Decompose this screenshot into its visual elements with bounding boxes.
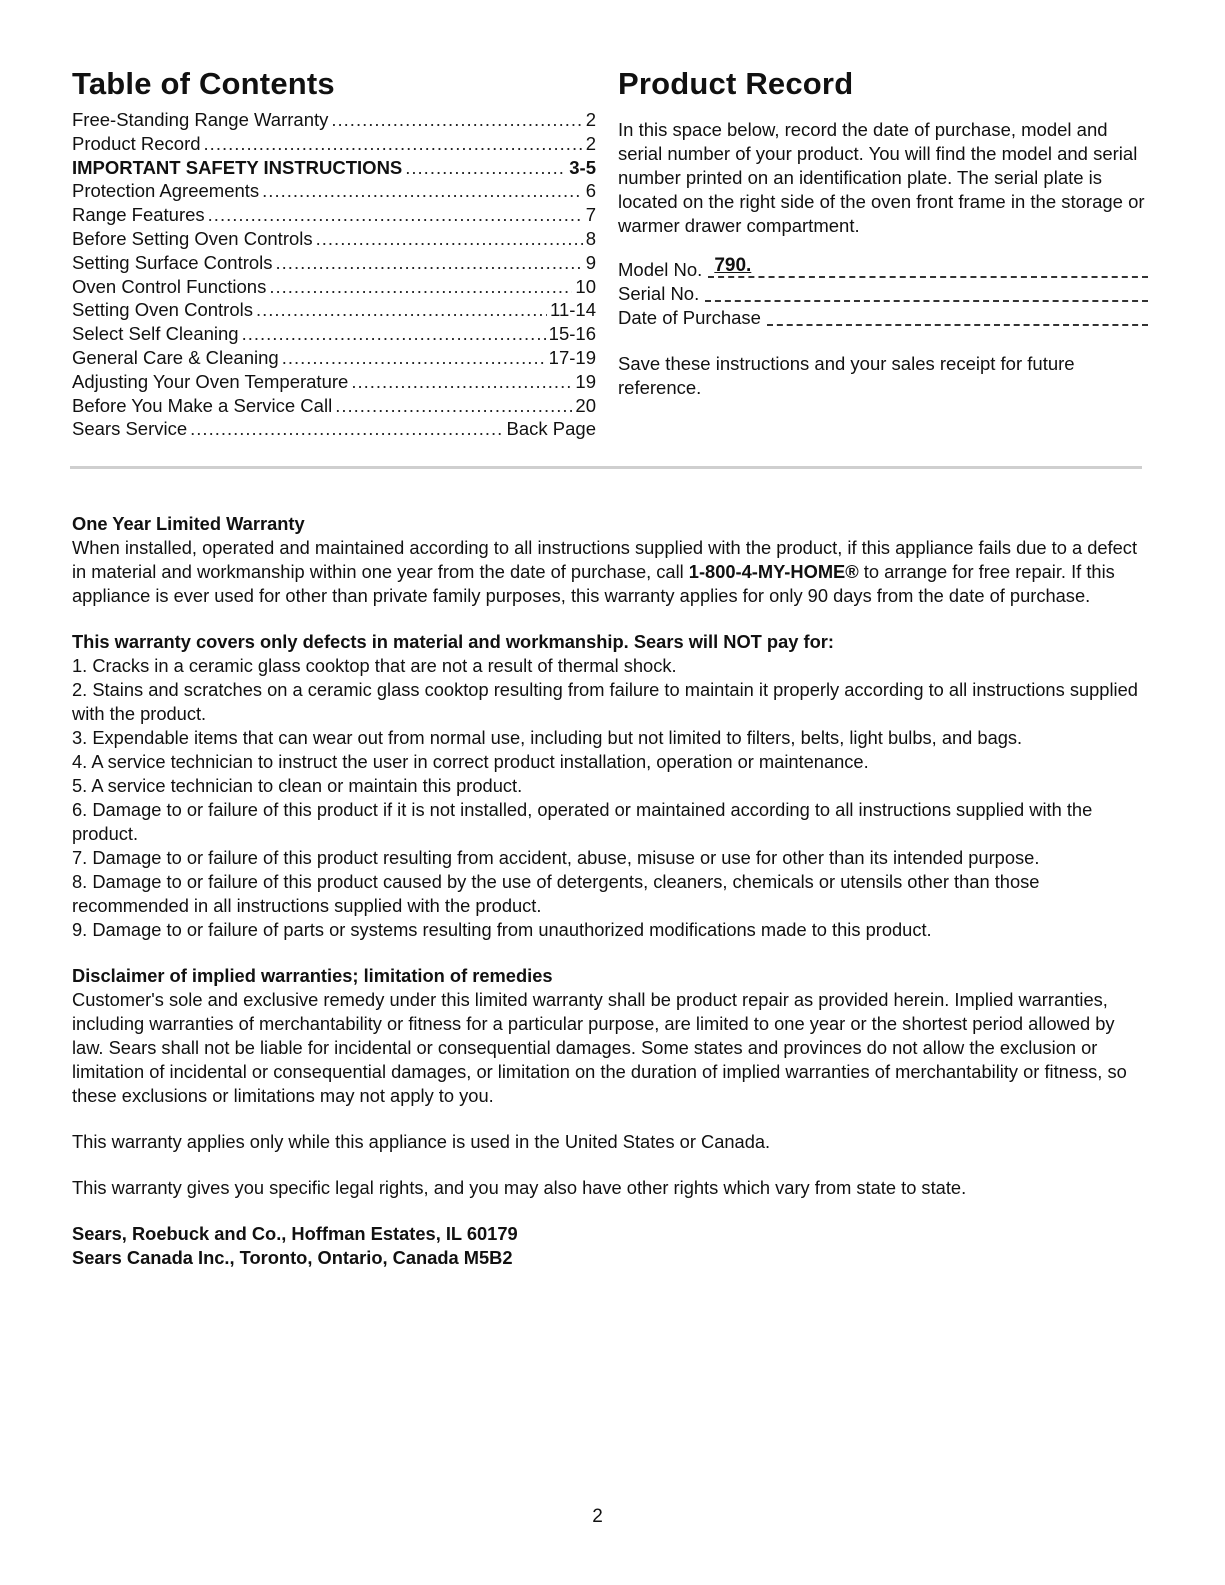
toc-entry-label: Before You Make a Service Call — [72, 394, 333, 416]
toc-entry-label: Range Features — [72, 204, 205, 226]
toc-leader-dots — [276, 251, 583, 275]
toc-entry-label: Oven Control Functions — [72, 275, 267, 297]
product-record-title: Product Record — [618, 66, 854, 101]
toc-leader-dots — [190, 417, 503, 441]
toc-entry-page: 11-14 — [550, 299, 596, 321]
exclusion-item: 6. Damage to or failure of this product if it is not installed, operated or maintained according to all instructions supplied with the product. — [72, 799, 1093, 844]
model-number-line[interactable] — [708, 255, 1148, 278]
toc-entry-page: 8 — [585, 227, 596, 249]
toc-list — [72, 108, 596, 441]
page-number: 2 — [592, 1506, 603, 1527]
date-of-purchase-line[interactable] — [767, 306, 1148, 326]
toc-entry-label: Before Setting Oven Controls — [72, 227, 313, 249]
exclusion-item: 9. Damage to or failure of parts or systems resulting from unauthorized modifications made to this product. — [72, 919, 932, 940]
warranty-phone: 1-800-4-MY-HOME® — [688, 561, 859, 582]
toc-entry-label: IMPORTANT SAFETY INSTRUCTIONS — [72, 156, 403, 178]
warranty-intro — [72, 536, 1147, 608]
applies-note: This warranty applies only while this appliance is used in the United States or Canada. — [72, 1131, 771, 1152]
company-canada-address: Sears Canada Inc., Toronto, Ontario, Canada M5B2 — [72, 1247, 513, 1268]
toc-leader-dots — [316, 227, 583, 251]
toc-entry-label: Setting Surface Controls — [72, 251, 273, 273]
toc-entry-label: Setting Oven Controls — [72, 299, 253, 321]
toc-entry[interactable] — [72, 346, 596, 370]
exclusion-item: 1. Cracks in a ceramic glass cooktop that are not a result of thermal shock. — [72, 655, 677, 676]
toc-entry[interactable] — [72, 203, 596, 227]
toc-entry[interactable] — [72, 227, 596, 251]
legal-rights-note: This warranty gives you specific legal rights, and you may also have other rights which vary from state to state. — [72, 1177, 967, 1198]
toc-entry-label: Product Record — [72, 132, 201, 154]
toc-entry-label: Select Self Cleaning — [72, 323, 239, 345]
toc-entry-page: 20 — [575, 394, 596, 416]
product-record — [618, 66, 1148, 400]
serial-number-line[interactable] — [705, 282, 1148, 302]
save-instructions-note: Save these instructions and your sales receipt for future reference. — [618, 353, 1075, 398]
toc-leader-dots — [269, 275, 572, 299]
toc-leader-dots — [242, 322, 546, 346]
toc-entry[interactable] — [72, 275, 596, 299]
toc-leader-dots — [262, 179, 583, 203]
toc-leader-dots — [335, 394, 572, 418]
exclusions-list — [72, 654, 1147, 942]
date-of-purchase-label: Date of Purchase — [618, 307, 761, 328]
toc-entry[interactable] — [72, 108, 596, 132]
date-of-purchase-field[interactable] — [618, 306, 1148, 330]
toc-entry-page: 9 — [585, 251, 596, 273]
toc-entry-page: 6 — [585, 180, 596, 202]
serial-number-label: Serial No. — [618, 283, 700, 304]
toc-entry[interactable] — [72, 251, 596, 275]
model-number-label: Model No. — [618, 259, 703, 280]
toc-title: Table of Contents — [72, 66, 335, 101]
toc-entry[interactable] — [72, 417, 596, 441]
toc-leader-dots — [351, 370, 572, 394]
coverage-heading: This warranty covers only defects in material and workmanship. Sears will NOT pay for: — [72, 631, 834, 652]
toc-entry-page: 19 — [575, 370, 596, 392]
toc-entry[interactable] — [72, 322, 596, 346]
warranty-intro-text-2: to arrange for free repair. If this appliance is ever used for other than private family purposes, this warranty applies for only 90 days from the date of purchase. — [72, 561, 1115, 606]
exclusion-item: 8. Damage to or failure of this product caused by the use of detergents, cleaners, chemicals or utensils other than those recommended in all instructions supplied with the product. — [72, 871, 1040, 916]
disclaimer-text: Customer's sole and exclusive remedy under this limited warranty shall be product repair as provided herein. Implied warranties, including warranties of merchantability or fitness for a particular purpose, are limited to one year or the shortest period allowed by law. Sears shall not be liable for incidental or consequential damages. Some states and provinces do not allow the exclusion or limitation of incidental or consequential damages, or limitation on the duration of implied warranties of merchantability or fitness, so these exclusions or limitations may not apply to you. — [72, 989, 1127, 1106]
toc-leader-dots — [282, 346, 546, 370]
company-us-address: Sears, Roebuck and Co., Hoffman Estates, IL 60179 — [72, 1223, 518, 1244]
toc-entry-label: General Care & Cleaning — [72, 346, 279, 368]
toc-entry-label: Adjusting Your Oven Temperature — [72, 370, 349, 392]
toc-entry-page: 17-19 — [548, 346, 596, 368]
toc-entry[interactable] — [72, 132, 596, 156]
toc-leader-dots — [256, 298, 547, 322]
exclusion-item: 2. Stains and scratches on a ceramic glass cooktop resulting from failure to maintain it properly according to all instructions supplied with the product. — [72, 679, 1138, 724]
toc-entry[interactable] — [72, 370, 596, 394]
toc-leader-dots — [331, 108, 582, 132]
model-number-field[interactable] — [618, 255, 1148, 282]
model-number-value: 790. — [714, 255, 752, 276]
toc-entry[interactable] — [72, 394, 596, 418]
toc-leader-dots — [405, 156, 566, 180]
warranty-section — [72, 512, 1147, 1270]
toc-entry-page: 3-5 — [569, 156, 596, 178]
toc-entry-label: Protection Agreements — [72, 180, 260, 202]
toc-leader-dots — [204, 132, 583, 156]
toc-entry-page: Back Page — [506, 418, 596, 440]
product-record-intro: In this space below, record the date of purchase, model and serial number of your product. You will find the model and serial number printed on an identification plate. The serial plate is located on the right side of the oven front frame in the storage or warmer drawer compartment. — [618, 119, 1145, 236]
toc-entry[interactable] — [72, 298, 596, 322]
toc-entry[interactable] — [72, 179, 596, 203]
table-of-contents — [72, 66, 596, 441]
toc-leader-dots — [208, 203, 583, 227]
toc-entry-label: Sears Service — [72, 418, 188, 440]
toc-entry-page: 2 — [585, 109, 596, 130]
toc-entry-page: 7 — [585, 204, 596, 226]
warranty-heading: One Year Limited Warranty — [72, 513, 305, 534]
exclusion-item: 3. Expendable items that can wear out from normal use, including but not limited to filters, belts, light bulbs, and bags. — [72, 727, 1023, 748]
toc-entry-page: 10 — [575, 275, 596, 297]
toc-entry-page: 2 — [585, 132, 596, 154]
toc-entry-label: Free-Standing Range Warranty — [72, 109, 329, 130]
toc-entry[interactable] — [72, 156, 596, 180]
serial-number-field[interactable] — [618, 282, 1148, 306]
section-divider — [70, 466, 1142, 469]
exclusion-item: 4. A service technician to instruct the user in correct product installation, operation or maintenance. — [72, 751, 869, 772]
warranty-intro-text: When installed, operated and maintained according to all instructions supplied with the product, if this appliance fails due to a defect in material and workmanship within one year from the date of purchase, call — [72, 537, 1138, 582]
product-record-fields — [618, 255, 1148, 330]
disclaimer-heading: Disclaimer of implied warranties; limitation of remedies — [72, 965, 553, 986]
exclusion-item: 5. A service technician to clean or maintain this product. — [72, 775, 523, 796]
toc-entry-page: 15-16 — [548, 323, 596, 345]
exclusion-item: 7. Damage to or failure of this product resulting from accident, abuse, misuse or use for other than its intended purpose. — [72, 847, 1040, 868]
